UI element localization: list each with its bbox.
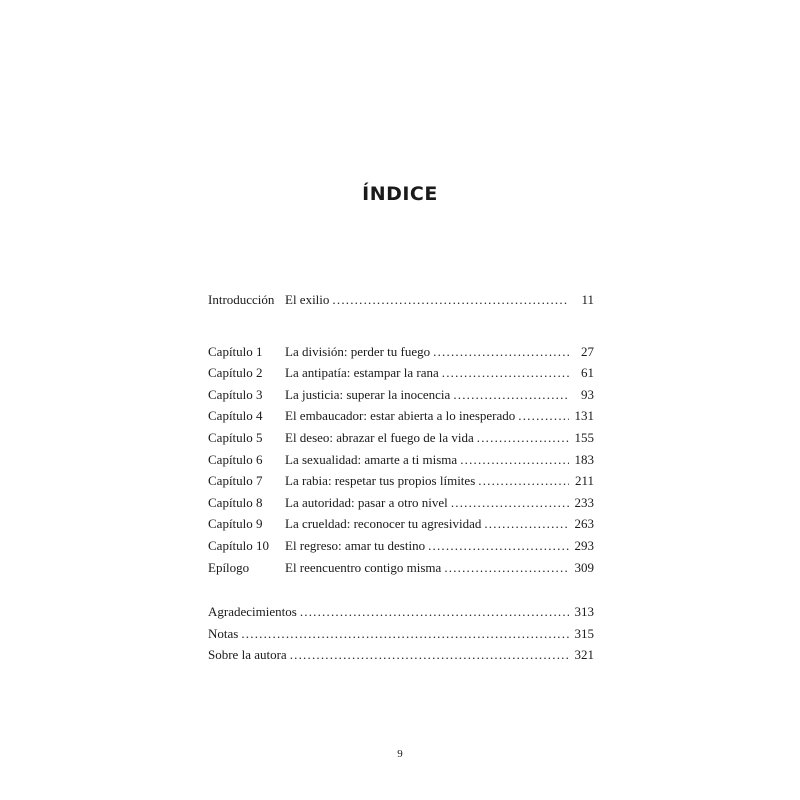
toc-label: Introducción (208, 292, 275, 307)
toc-title: La antipatía: estampar la rana (285, 365, 439, 381)
toc-page-number: 293 (574, 537, 594, 553)
toc-row (208, 362, 594, 384)
toc-row (208, 644, 594, 666)
dot-leader (477, 427, 569, 449)
dot-leader (332, 289, 569, 311)
dot-leader (442, 362, 569, 384)
dot-leader (478, 470, 569, 492)
page-number: 9 (397, 748, 403, 760)
toc-title: Notas (208, 625, 239, 641)
chapter-list (208, 341, 594, 579)
toc-page-number: 93 (581, 386, 594, 402)
toc-row (208, 405, 594, 427)
dot-leader (460, 449, 569, 471)
toc-page-number: 61 (581, 365, 594, 381)
toc-page-number: 315 (574, 625, 594, 641)
toc-title: El embaucador: estar abierta a lo inesperado (285, 408, 516, 424)
toc-page-number: 183 (574, 451, 594, 467)
toc-page-number: 313 (574, 604, 594, 620)
dot-leader (518, 405, 569, 427)
toc-title: La sexualidad: amarte a ti misma (285, 451, 458, 467)
table-of-contents (208, 289, 594, 666)
toc-page-number: 263 (574, 516, 594, 532)
toc-page-number: 131 (574, 408, 594, 424)
toc-label: Capítulo 6 (208, 451, 263, 467)
page-title: ÍNDICE (362, 183, 438, 205)
toc-label: Capítulo 2 (208, 365, 263, 381)
toc-title: El exilio (285, 292, 330, 307)
toc-page-number: 155 (574, 429, 594, 445)
toc-title: Sobre la autora (208, 647, 287, 663)
dot-leader (484, 513, 569, 535)
dot-leader (300, 601, 569, 623)
toc-page-number: 11 (581, 292, 594, 307)
dot-leader (444, 557, 569, 579)
toc-row (208, 513, 594, 535)
toc-row (208, 557, 594, 579)
dot-leader (453, 384, 569, 406)
toc-label: Capítulo 8 (208, 494, 263, 510)
toc-page-number: 27 (581, 343, 594, 359)
toc-label: Capítulo 10 (208, 537, 270, 553)
toc-label: Capítulo 3 (208, 386, 263, 402)
toc-title: La rabia: respetar tus propios límites (285, 473, 476, 489)
toc-title: La división: perder tu fuego (285, 343, 431, 359)
toc-title: La autoridad: pasar a otro nivel (285, 494, 448, 510)
toc-page-number: 309 (574, 559, 594, 575)
toc-row-introduction (208, 289, 594, 311)
toc-label: Epílogo (208, 559, 250, 575)
toc-title: Agradecimientos (208, 604, 297, 620)
dot-leader (451, 492, 569, 514)
toc-title: La crueldad: reconocer tu agresividad (285, 516, 482, 532)
toc-title: El deseo: abrazar el fuego de la vida (285, 429, 474, 445)
dot-leader (433, 341, 569, 363)
toc-row (208, 341, 594, 363)
toc-row (208, 449, 594, 471)
toc-title: El regreso: amar tu destino (285, 537, 426, 553)
toc-label: Capítulo 1 (208, 343, 263, 359)
toc-row (208, 427, 594, 449)
toc-label: Capítulo 7 (208, 473, 263, 489)
toc-page-number: 321 (574, 647, 594, 663)
toc-row (208, 492, 594, 514)
toc-row (208, 623, 594, 645)
toc-page-number: 211 (574, 473, 594, 489)
dot-leader (241, 623, 569, 645)
toc-page-number: 233 (574, 494, 594, 510)
back-matter-list (208, 601, 594, 666)
dot-leader (428, 535, 569, 557)
toc-label: Capítulo 4 (208, 408, 263, 424)
toc-row (208, 535, 594, 557)
toc-row (208, 384, 594, 406)
toc-label: Capítulo 9 (208, 516, 263, 532)
toc-row (208, 470, 594, 492)
toc-row (208, 601, 594, 623)
toc-title: El reencuentro contigo misma (285, 559, 442, 575)
dot-leader (290, 644, 569, 666)
toc-label: Capítulo 5 (208, 429, 263, 445)
toc-title: La justicia: superar la inocencia (285, 386, 451, 402)
